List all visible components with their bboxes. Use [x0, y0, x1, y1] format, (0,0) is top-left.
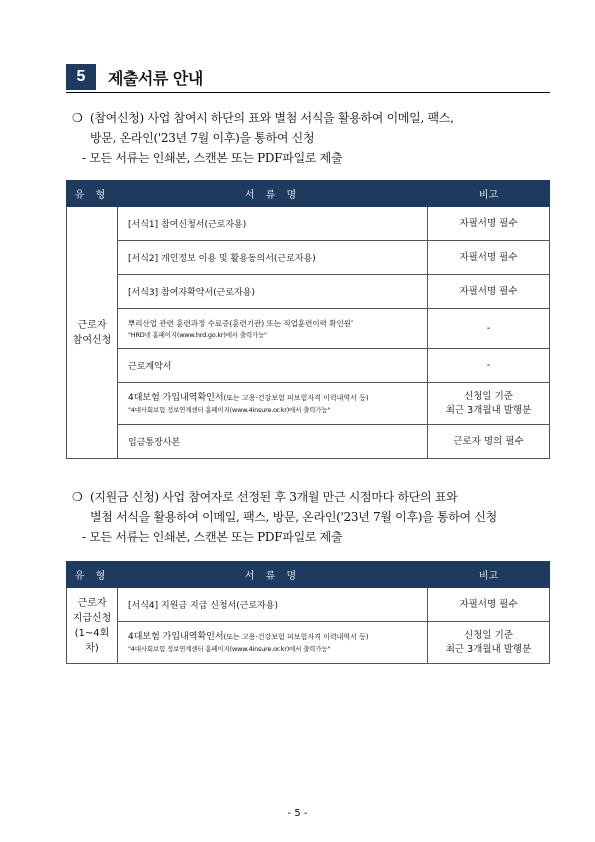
note-cell: 자필서명 필수	[428, 275, 550, 309]
table-row	[67, 309, 550, 349]
heading-rule	[66, 92, 550, 93]
document-cell: [서식1] 참여신청서(근로자용)	[118, 207, 428, 241]
note-cell: 자필서명 필수	[428, 588, 550, 622]
circle-bullet-icon: ❍	[72, 111, 83, 125]
section-title: 제출서류 안내	[108, 68, 203, 88]
section-heading	[66, 64, 203, 90]
note-cell: 근로자 명의 필수	[428, 425, 550, 459]
table-row	[67, 383, 550, 425]
note-cell: 신청일 기준 최근 3개월내 발행분	[428, 383, 550, 425]
subsidy-line1: (지원금 신청) 사업 참여자로 선정된 후 3개월 만근 시점마다 하단의 표와	[90, 490, 458, 504]
table-header-row	[67, 562, 550, 588]
table-row	[67, 275, 550, 309]
header-document: 서 류 명	[118, 181, 428, 207]
type-cell: 근로자 지급신청 (1~4회차)	[67, 588, 118, 664]
document-cell: [서식3] 참여자확약서(근로자용)	[118, 275, 428, 309]
table-row	[67, 622, 550, 664]
note-cell: 자필서명 필수	[428, 241, 550, 275]
header-type: 유 형	[67, 181, 118, 207]
table-row	[67, 241, 550, 275]
document-cell: 근로계약서	[118, 349, 428, 383]
document-cell: [서식2] 개인정보 이용 및 활용동의서(근로자용)	[118, 241, 428, 275]
circle-bullet-icon: ❍	[72, 490, 83, 504]
table-row	[67, 207, 550, 241]
participation-documents-table	[66, 180, 550, 459]
participation-line2: 방문, 온라인('23년 7월 이후)을 통하여 신청	[90, 131, 315, 145]
header-note: 비고	[428, 181, 550, 207]
page-number: - 5 -	[287, 808, 308, 819]
document-cell: [서식4] 지원금 지급 신청서(근로자용)	[118, 588, 428, 622]
subsidy-paragraph	[72, 487, 552, 547]
document-cell: 뿌리산업 관련 훈련과정 수료증(훈련기관) 또는 직업훈련이력 확인원' "HRD넷 홈페이지(www.hrd.go.kr)에서 출력가능"	[118, 309, 428, 349]
document-cell: 4대보험 가입내역확인서(또는 고용·건강보험 피보험자격 이력내역서 등) "4대사회보험 정보연계센터 홈페이지(www.4insure.or.kr)에서 출력가능"	[118, 622, 428, 664]
participation-paragraph	[72, 108, 552, 168]
document-cell: 4대보험 가입내역확인서(또는 고용·건강보험 피보험자격 이력내역서 등) "4대사회보험 정보연계센터 홈페이지(www.4insure.or.kr)에서 출력가능"	[118, 383, 428, 425]
table-row	[67, 349, 550, 383]
header-document: 서 류 명	[118, 562, 428, 588]
note-cell: -	[428, 349, 550, 383]
participation-line1: (참여신청) 사업 참여시 하단의 표와 별첨 서식을 활용하여 이메일, 팩스,	[90, 111, 454, 125]
note-cell: 신청일 기준 최근 3개월내 발행분	[428, 622, 550, 664]
type-cell: 근로자 참여신청	[67, 207, 118, 459]
header-type: 유 형	[67, 562, 118, 588]
note-cell: -	[428, 309, 550, 349]
participation-sub-note: - 모든 서류는 인쇄본, 스캔본 또는 PDF파일로 제출	[82, 151, 343, 165]
note-cell: 자필서명 필수	[428, 207, 550, 241]
table-header-row	[67, 181, 550, 207]
section-number: 5	[66, 64, 96, 90]
table-row	[67, 425, 550, 459]
subsidy-line2: 별첨 서식을 활용하여 이메일, 팩스, 방문, 온라인('23년 7월 이후)을 통하여 신청	[90, 510, 497, 524]
header-note: 비고	[428, 562, 550, 588]
table-row	[67, 588, 550, 622]
subsidy-sub-note: - 모든 서류는 인쇄본, 스캔본 또는 PDF파일로 제출	[82, 530, 343, 544]
subsidy-documents-table	[66, 561, 550, 664]
document-cell: 입금통장사본	[118, 425, 428, 459]
